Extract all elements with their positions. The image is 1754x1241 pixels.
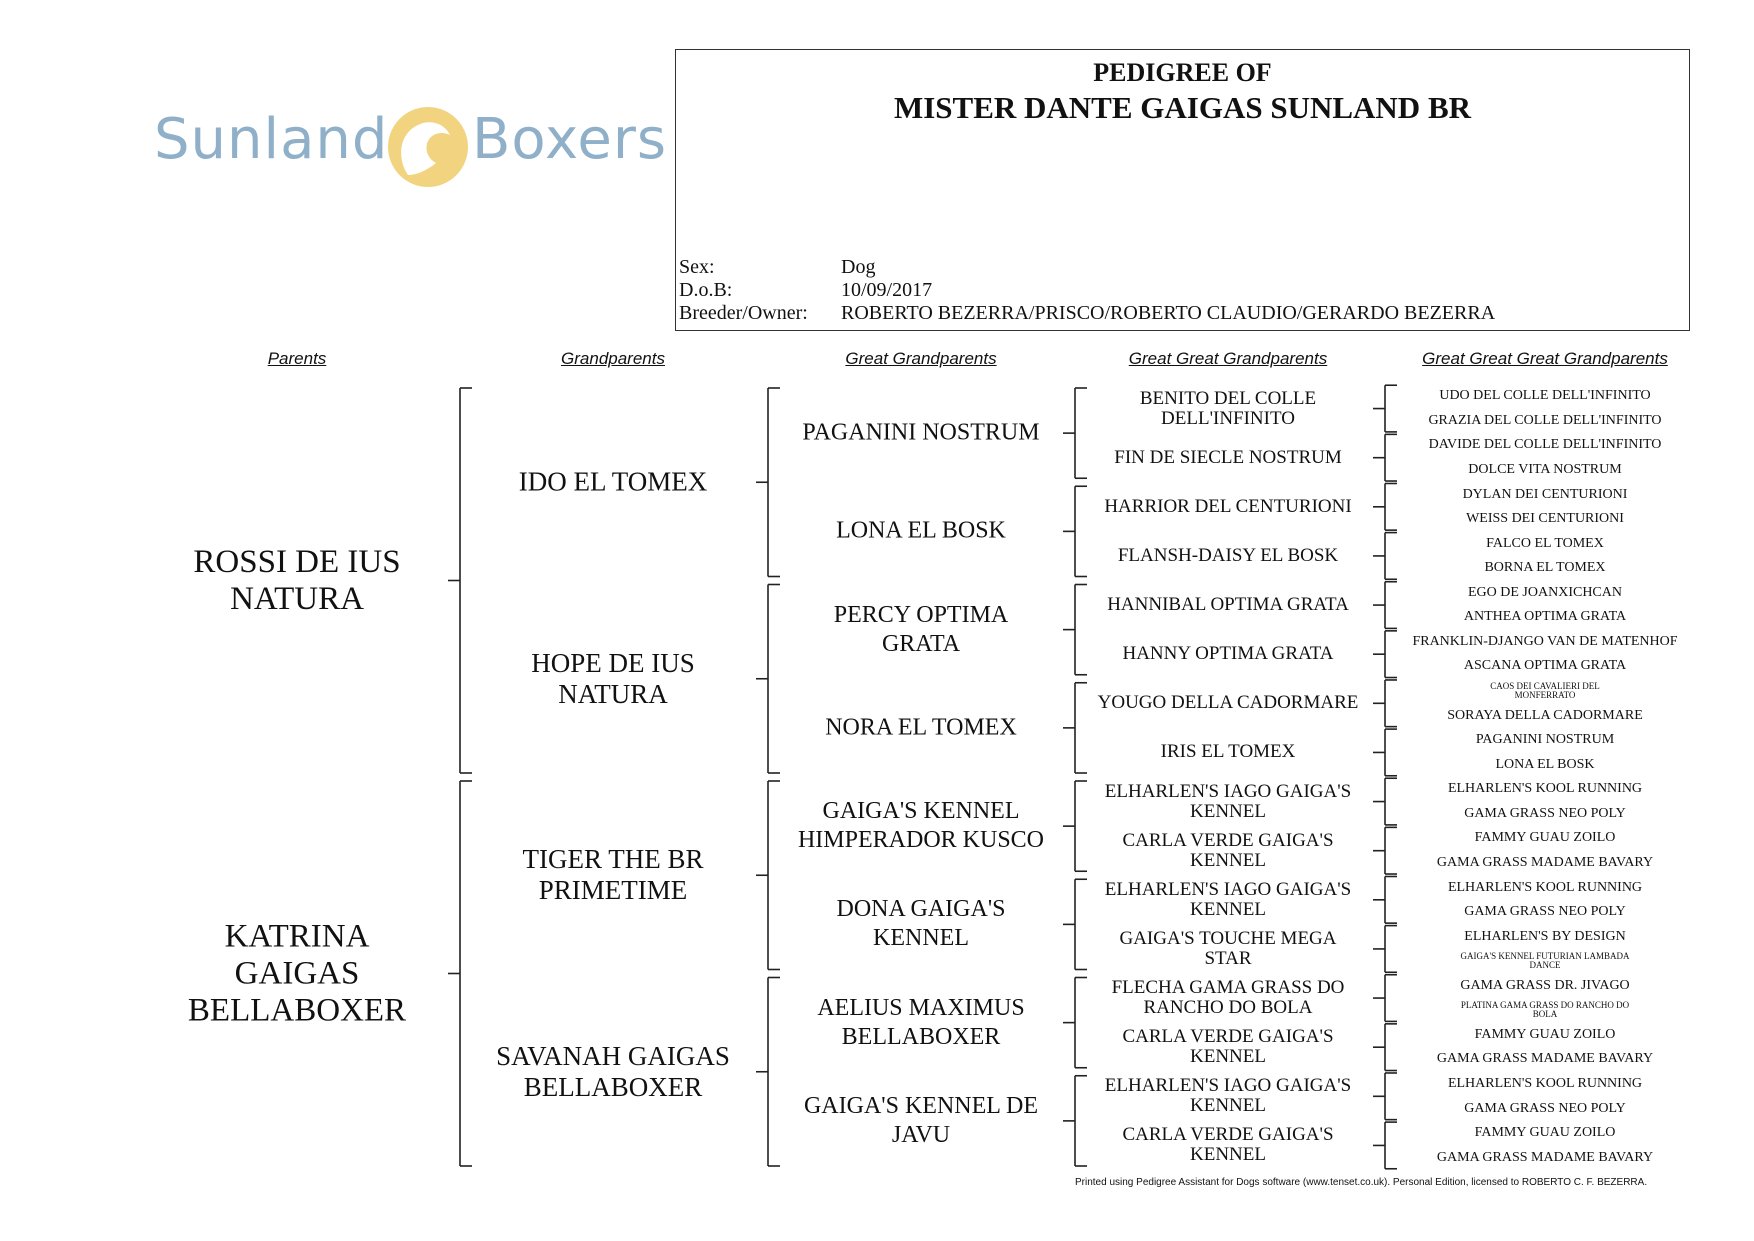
grandparent-name [531,648,695,710]
sex-value: Dog [841,256,876,278]
parent-name-line: GAIGAS [234,955,360,991]
great-great-great-grandparent-name [1475,1125,1616,1141]
great-great-grandparent-name-line: KENNEL [1190,898,1266,920]
grandparent-name-line: NATURA [558,678,668,709]
great-great-great-grandparent-name [1448,1076,1642,1092]
great-great-grandparent-name [1105,1076,1351,1116]
great-great-great-grandparent-name [1464,904,1626,920]
grandparent-name [523,844,704,906]
column-heading-great-grandparents: Great Grandparents [845,349,997,368]
great-grandparent-name-line: KENNEL [873,925,969,952]
grandparent-name [496,1041,730,1103]
great-grandparent-name-line: PAGANINI NOSTRUM [802,419,1040,446]
great-great-grandparent-name [1105,880,1351,920]
great-great-great-grandparent-name [1468,462,1621,478]
great-great-great-grandparent-name-line: ELHARLEN'S KOOL RUNNING [1447,1076,1643,1092]
great-great-grandparent-name-line: HANNY OPTIMA GRATA [1122,643,1334,665]
parent-name-line: ROSSI DE IUS [193,543,401,580]
great-great-great-grandparent-name-line: ELHARLEN'S KOOL RUNNING [1447,781,1643,797]
parent-name [188,918,406,1029]
great-great-great-grandparent-name-line: GAMA GRASS NEO POLY [1464,805,1626,821]
great-great-grandparent-name [1105,782,1351,822]
great-great-great-grandparent-name [1448,781,1642,797]
column-heading-parents: Parents [267,349,327,368]
great-great-great-grandparent-name-line: DYLAN DEI CENTURIONI [1462,486,1628,502]
dob-value: 10/09/2017 [841,279,933,301]
great-great-great-grandparent-name-line: DOLCE VITA NOSTRUM [1468,461,1622,477]
great-great-great-grandparent-name [1464,658,1626,674]
great-great-great-grandparent-name [1460,978,1629,994]
great-great-grandparent-name [1114,448,1341,468]
grandparent-name-line: HOPE DE IUS [531,647,695,678]
grandparent-name-line: BELLABOXER [523,1071,703,1102]
great-great-great-grandparent-name-line: GAMA GRASS MADAME BAVARY [1436,1051,1654,1067]
great-great-great-grandparent-name [1448,880,1642,896]
great-great-great-grandparent-name [1437,1150,1653,1166]
great-great-great-grandparent-name-line: FAMMY GUAU ZOILO [1474,1125,1616,1141]
great-great-great-grandparent-name-line: FRANKLIN-DJANGO VAN DE MATENHOF [1412,633,1678,649]
logo-word-boxers: Boxers [472,107,668,172]
great-great-great-grandparent-name [1437,855,1653,871]
great-great-great-grandparent-name [1484,560,1605,576]
great-great-great-grandparent-name-line: PAGANINI NOSTRUM [1475,732,1615,748]
great-great-grandparent-name-line: KENNEL [1190,1095,1266,1117]
dob-label: D.o.B: [679,279,733,301]
great-great-great-grandparent-name [1439,388,1650,404]
grandparent-name-line: IDO EL TOMEX [518,466,708,497]
great-great-great-grandparent-name-line: PLATINA GAMA GRASS DO RANCHO DO [1460,1000,1630,1011]
great-great-great-grandparent-name-line: ELHARLEN'S BY DESIGN [1464,928,1626,944]
great-great-great-grandparent-name [1475,1027,1616,1043]
great-great-great-grandparent-name [1486,536,1604,552]
grandparent-name [519,467,708,498]
great-great-great-grandparent-name [1437,1051,1653,1067]
pedigree-of-heading: PEDIGREE OF [1093,58,1272,87]
great-great-great-grandparent-name-line: GAMA GRASS DR. JIVAGO [1460,977,1630,993]
great-great-great-grandparent-name-line: GRAZIA DEL COLLE DELL'INFINITO [1428,412,1662,428]
great-great-great-grandparent-name-line: DANCE [1529,960,1561,971]
great-great-grandparent-name [1107,595,1349,615]
grandparent-name-line: PRIMETIME [538,875,688,906]
great-great-grandparent-name [1104,497,1351,517]
great-great-grandparent-name-line: HARRIOR DEL CENTURIONI [1104,495,1352,517]
breeder-value: ROBERTO BEZERRA/PRISCO/ROBERTO CLAUDIO/GERARDO BEZERRA [841,302,1496,324]
dog-name-title: MISTER DANTE GAIGAS SUNLAND BR [893,90,1472,125]
great-great-great-grandparent-name [1461,1001,1629,1019]
great-great-grandparent-name [1122,644,1333,664]
breeder-label: Breeder/Owner: [679,302,808,324]
grandparent-name-line: SAVANAH GAIGAS [496,1040,730,1071]
great-great-grandparent-name [1118,546,1338,566]
great-great-great-grandparent-name [1447,708,1643,724]
great-grandparent-name-line: DONA GAIGA'S [836,896,1006,923]
great-great-great-grandparent-name [1466,511,1624,527]
great-great-grandparent-name-line: GAIGA'S TOUCHE MEGA [1119,927,1337,949]
great-great-great-grandparent-name-line: FALCO EL TOMEX [1486,535,1604,551]
column-heading-grandparents: Grandparents [561,349,665,368]
great-grandparent-name [837,895,1006,953]
great-great-grandparent-name [1140,389,1316,429]
great-great-grandparent-name-line: KENNEL [1190,1144,1266,1166]
great-great-great-grandparent-name-line: LONA EL BOSK [1495,756,1595,772]
great-great-great-grandparent-name-line: DAVIDE DEL COLLE DELL'INFINITO [1428,437,1662,453]
great-grandparent-name-line: GAIGA'S KENNEL DE [803,1092,1039,1119]
great-great-great-grandparent-name [1429,437,1662,453]
great-great-great-grandparent-name-line: CAOS DEI CAVALIERI DEL [1490,681,1600,692]
great-great-grandparent-name-line: CARLA VERDE GAIGA'S [1122,829,1334,851]
great-great-grandparent-name-line: KENNEL [1190,800,1266,822]
great-great-great-grandparent-name [1495,757,1594,773]
great-great-great-grandparent-name-line: EGO DE JOANXICHCAN [1468,584,1622,600]
great-great-great-grandparent-name-line: GAMA GRASS NEO POLY [1464,904,1626,920]
great-great-great-grandparent-name-line: ASCANA OPTIMA GRATA [1463,658,1627,674]
great-great-great-grandparent-name-line: GAMA GRASS MADAME BAVARY [1436,854,1654,870]
great-great-grandparent-name-line: RANCHO DO BOLA [1143,997,1313,1019]
sex-label: Sex: [679,256,715,278]
great-great-grandparent-name-line: FLANSH-DAISY EL BOSK [1117,544,1339,566]
great-grandparent-name-line: GAIGA'S KENNEL [822,798,1020,825]
great-great-great-grandparent-name [1428,413,1661,429]
great-great-grandparent-name [1161,742,1296,762]
great-great-grandparent-name-line: STAR [1204,947,1252,969]
great-grandparent-name [836,517,1006,546]
great-great-grandparent-name-line: CARLA VERDE GAIGA'S [1122,1124,1334,1146]
great-great-grandparent-name-line: DELL'INFINITO [1161,407,1295,429]
great-great-great-grandparent-name-line: GAMA GRASS MADAME BAVARY [1436,1149,1654,1165]
great-great-great-grandparent-name-line: GAMA GRASS NEO POLY [1464,1100,1626,1116]
great-grandparent-name [825,713,1017,742]
great-great-grandparent-name-line: HANNIBAL OPTIMA GRATA [1107,594,1349,616]
great-great-grandparent-name-line: FLECHA GAMA GRASS DO [1111,977,1345,999]
column-heading-great-great-great-grandparents: Great Great Great Grandparents [1422,349,1668,368]
great-grandparent-name [834,601,1008,659]
great-great-grandparent-name [1122,1125,1333,1165]
great-grandparent-name-line: BELLABOXER [841,1023,1001,1050]
great-great-grandparent-name [1119,929,1336,969]
great-great-grandparent-name-line: KENNEL [1190,1046,1266,1068]
great-great-great-grandparent-name [1490,682,1599,700]
great-great-great-grandparent-name-line: FAMMY GUAU ZOILO [1474,1026,1616,1042]
great-great-great-grandparent-name [1464,609,1626,625]
great-grandparent-name-line: HIMPERADOR KUSCO [797,827,1045,854]
parent-name-line: BELLABOXER [187,992,407,1028]
great-great-great-grandparent-name-line: BORNA EL TOMEX [1484,560,1606,576]
great-grandparent-name [798,797,1044,855]
great-great-great-grandparent-name-line: FAMMY GUAU ZOILO [1474,830,1616,846]
great-grandparent-name-line: NORA EL TOMEX [825,714,1017,741]
great-grandparent-name-line: PERCY OPTIMA [833,601,1009,628]
logo-word-sunland: Sunland [154,107,389,172]
great-great-great-grandparent-name [1463,487,1628,503]
great-great-great-grandparent-name-line: MONFERRATO [1514,690,1576,701]
great-grandparent-name-line: LONA EL BOSK [836,517,1006,544]
software-footer-note: Printed using Pedigree Assistant for Dogs software (www.tenset.co.uk). Personal Edition, licensed to ROBERTO C. F. BEZERRA. [1075,1177,1648,1188]
great-great-great-grandparent-name-line: WEISS DEI CENTURIONI [1466,511,1624,527]
great-grandparent-name-line: JAVU [891,1121,951,1148]
great-grandparent-name [802,419,1039,448]
great-great-grandparent-name-line: BENITO DEL COLLE [1139,387,1317,409]
great-great-grandparent-name-line: IRIS EL TOMEX [1160,741,1296,763]
parent-name [193,544,400,618]
parent-name-line: KATRINA [224,918,370,954]
great-great-great-grandparent-name [1412,634,1677,650]
great-great-great-grandparent-name [1464,806,1626,822]
great-great-grandparent-name [1112,978,1345,1018]
great-great-grandparent-name-line: ELHARLEN'S IAGO GAIGA'S [1104,780,1352,802]
great-great-great-grandparent-name [1475,830,1616,846]
column-heading-great-great-grandparents: Great Great Grandparents [1128,349,1328,368]
great-great-great-grandparent-name-line: UDO DEL COLLE DELL'INFINITO [1439,388,1651,404]
great-great-grandparent-name [1122,1027,1333,1067]
great-great-great-grandparent-name [1476,732,1614,748]
great-great-grandparent-name-line: FIN DE SIECLE NOSTRUM [1114,446,1342,468]
great-great-great-grandparent-name-line: GAIGA'S KENNEL FUTURIAN LAMBADA [1460,951,1630,962]
great-great-grandparent-name-line: KENNEL [1190,849,1266,871]
great-grandparent-name [817,994,1024,1052]
great-grandparent-name-line: GRATA [881,630,961,657]
great-great-grandparent-name-line: CARLA VERDE GAIGA'S [1122,1026,1334,1048]
great-great-great-grandparent-name-line: ELHARLEN'S KOOL RUNNING [1447,879,1643,895]
great-great-grandparent-name [1122,831,1333,871]
great-great-grandparent-name-line: YOUGO DELLA CADORMARE [1097,692,1359,714]
great-great-great-grandparent-name [1460,952,1629,970]
great-great-great-grandparent-name-line: ANTHEA OPTIMA GRATA [1463,609,1627,625]
great-great-great-grandparent-name [1468,585,1622,601]
great-great-grandparent-name-line: ELHARLEN'S IAGO GAIGA'S [1104,878,1352,900]
great-great-great-grandparent-name-line: SORAYA DELLA CADORMARE [1447,707,1643,723]
grandparent-name-line: TIGER THE BR [522,844,704,875]
great-great-great-grandparent-name-line: BOLA [1532,1009,1558,1020]
great-great-grandparent-name [1098,693,1359,713]
great-great-great-grandparent-name [1464,929,1625,945]
great-great-great-grandparent-name [1464,1101,1626,1117]
great-great-grandparent-name-line: ELHARLEN'S IAGO GAIGA'S [1104,1075,1352,1097]
great-grandparent-name [804,1092,1038,1150]
great-grandparent-name-line: AELIUS MAXIMUS [817,994,1025,1021]
parent-name-line: NATURA [230,580,364,617]
